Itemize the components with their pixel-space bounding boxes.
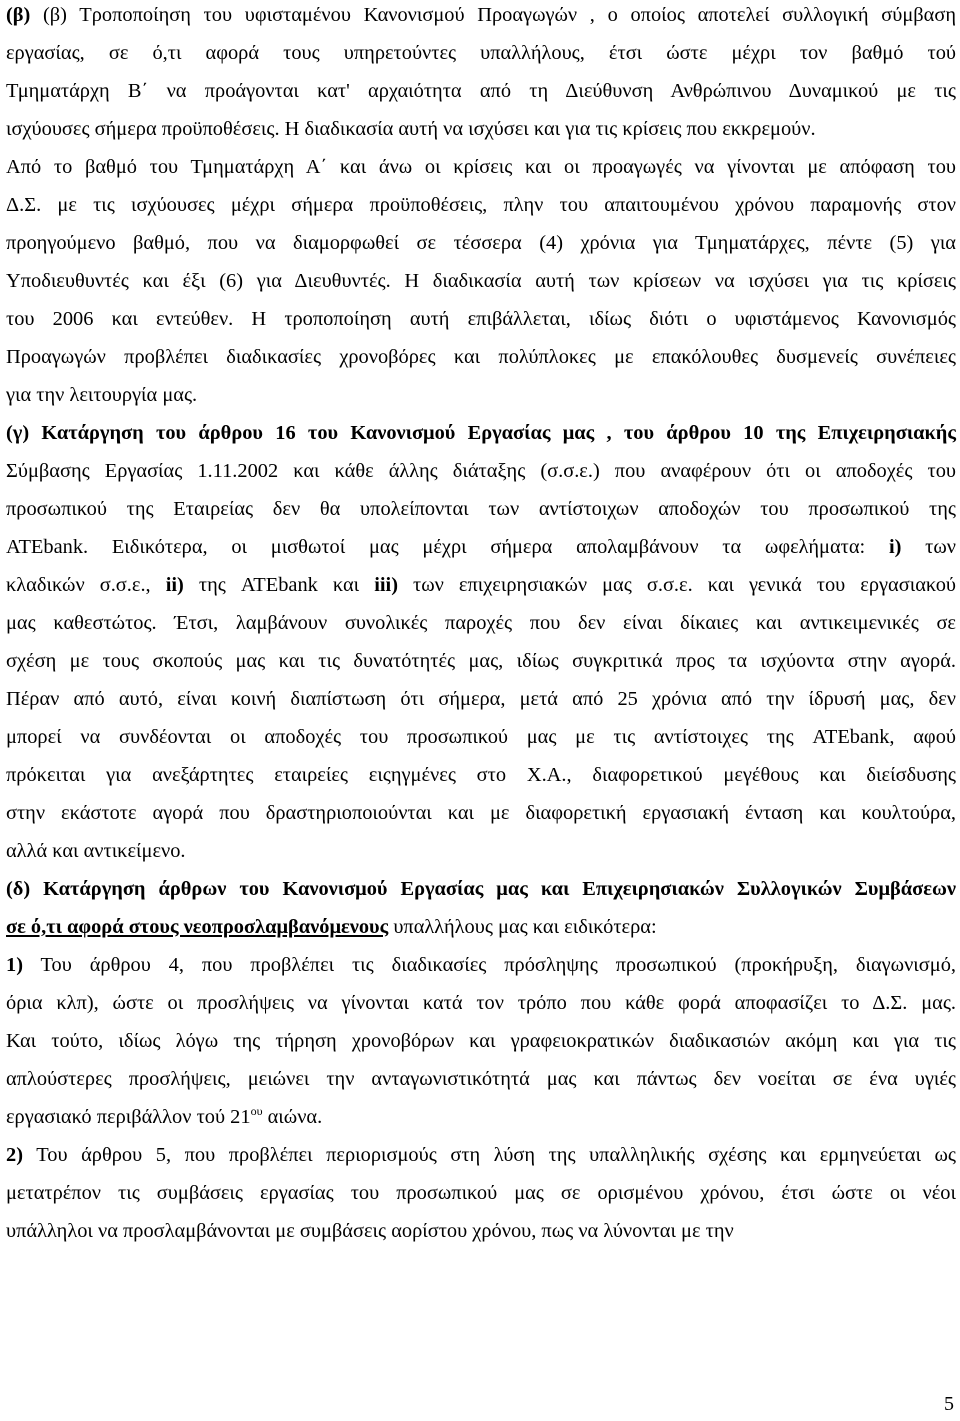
text-segment: αιώνα. [267, 1106, 323, 1128]
text-segment: της ATEbank και [198, 574, 360, 596]
text-line [6, 914, 956, 940]
text-line: Πέραν από αυτό, είναι κοινή διαπίστωση ότι σήμερα, μετά από 25 χρόνια από την ίδρυσή μας, δεν [6, 688, 956, 710]
text-line [6, 534, 956, 560]
text-line: Υποδιευθυντές και έξι (6) για Διευθυντές. Η διαδικασία αυτή των κρίσεων να ισχύσει για τις κρίσεις [6, 270, 956, 292]
text-line [6, 572, 956, 598]
paragraph-label-b: (β) [6, 4, 31, 26]
text-line: προηγούμενο βαθμό, που να διαμορφωθεί σε τέσσερα (4) χρόνια για Τμηματάρχες, πέντε (5) για [6, 232, 956, 254]
paragraph-heading-c: (γ) Κατάργηση του άρθρου 16 του Κανονισμού Εργασίας μας , του άρθρου 10 της Επιχειρησιακής [6, 422, 956, 444]
text-segment: των επιχειρησιακών μας σ.σ.ε. και γενικά του εργασιακού [413, 574, 956, 596]
text-line [6, 2, 956, 28]
text-line: μετατρέπον τις συμβάσεις εργασίας του προσωπικού μας σε ορισμένου χρόνου, έτσι ώστε οι νέοι [6, 1182, 956, 1204]
text-line: Από το βαθμό του Τμηματάρχη Α΄ και άνω οι κρίσεις και οι προαγωγές να γίνονται με απόφαση του [6, 156, 956, 178]
text-line: προσωπικού της Εταιρείας δεν θα υπολείπονται των αντίστοιχων αποδοχών του προσωπικού της [6, 498, 956, 520]
text-line: Τμηματάρχη Β΄ να προάγονται κατ' αρχαιότητα από τη Διεύθυνση Ανθρώπινου Δυναμικού με τις [6, 80, 956, 102]
heading-line-c [6, 420, 956, 446]
text-line: Σύμβασης Εργασίας 1.11.2002 και κάθε άλλης διάταξης (σ.σ.ε.) που αναφέρουν ότι οι αποδοχές του [6, 460, 956, 482]
text-segment: εργασιακό περιβάλλον τού 21 [6, 1106, 251, 1128]
text-line: Και τούτο, ιδίως λόγω της τήρηση χρονοβόρων και γραφειοκρατικών διαδικασιών ακόμη και για τις [6, 1030, 956, 1052]
superscript: ου [250, 1104, 263, 1118]
text-segment: των [925, 536, 956, 558]
text-line: μας καθεστώτος. Έτσι, λαμβάνουν συνολικές παροχές που δεν είναι δίκαιες και αντικειμενικές σε [6, 612, 956, 634]
text-segment: Του άρθρου 4, που προβλέπει τις διαδικασίες πρόσληψης προσωπικού (προκήρυξη, διαγωνισμό, [40, 954, 956, 976]
text-line: για την λειτουργία μας. [6, 384, 198, 406]
text-line: του 2006 και εντεύθεν. Η τροποποίηση αυτή επιβάλλεται, ιδίως διότι ο υφιστάμενος Κανονισμός [6, 308, 956, 330]
text-line: Δ.Σ. με τις ισχύουσες μέχρι σήμερα προϋποθέσεις, πλην του απαιτουμένου χρόνου παραμονής στον [6, 194, 956, 216]
text-segment: (β) Τροποποίηση του υφισταμένου Κανονισμού Προαγωγών , ο οποίος αποτελεί συλλογική σύμβαση [43, 4, 956, 26]
page-number: 5 [944, 1393, 954, 1415]
text-line: ισχύουσες σήμερα προϋποθέσεις. Η διαδικασία αυτή να ισχύσει και για τις κρίσεις που εκκρεμούν. [6, 118, 816, 140]
text-line: αλλά και αντικείμενο. [6, 840, 186, 862]
paragraph-heading-d: (δ) Κατάργηση άρθρων του Κανονισμού Εργασίας μας και Επιχειρησιακών Συλλογικών Συμβάσεων [6, 878, 956, 900]
text-line: υπάλληλοι να προσλαμβάνονται με συμβάσεις αορίστου χρόνου, πως να λύνονται με την [6, 1220, 734, 1242]
text-line: πρόκειται για ανεξάρτητες εταιρείες ειςηγμένες στο Χ.Α., διαφορετικού μεγέθους και διείσδυσης [6, 764, 956, 786]
text-line: απλούστερες προσλήψεις, μειώνει την ανταγωνιστικότητά μας και πάντως δεν νοείται σε ένα υγιές [6, 1068, 956, 1090]
item-number: 1) [6, 954, 23, 976]
text-line: εργασίας, σε ό,τι αφορά τους υπηρετούντες υπαλλήλους, έτσι ώστε μέχρι τον βαθμό τού [6, 42, 956, 64]
text-segment: κλαδικών σ.σ.ε., [6, 574, 151, 596]
enum-label: i) [888, 536, 902, 558]
enum-label: iii) [374, 574, 398, 596]
text-line [6, 1104, 956, 1130]
text-line: Προαγωγών προβλέπει διαδικασίες χρονοβόρες και πολύπλοκες με επακόλουθες δυσμενείς συνέπειες [6, 346, 956, 368]
underlined-text: σε ό,τι αφορά στους νεοπροσλαμβανόμενους [6, 916, 389, 938]
text-line: όρια κλπ), ώστε οι προσλήψεις να γίνονται κατά τον τρόπο που κάθε φορά αποφασίζει το Δ.Σ. μας. [6, 992, 956, 1014]
text-line [6, 1142, 956, 1168]
emphasis-underlined [6, 916, 388, 938]
text-segment: υπαλλήλους μας και ειδικότερα: [393, 916, 657, 938]
text-segment: Του άρθρου 5, που προβλέπει περιορισμούς στη λύση της υπαλληλικής σχέσης και ερμηνεύεται ως [36, 1144, 956, 1166]
enum-label: ii) [165, 574, 184, 596]
text-line: σχέση με τους σκοπούς μας και τις δυνατότητές μας, ιδίως συγκριτικά προς τα ισχύοντα στην αγορά. [6, 650, 956, 672]
text-line: μπορεί να συνδέονται οι αποδοχές του προσωπικού μας με τις αντίστοιχες της ATEbank, αφού [6, 726, 956, 748]
text-line [6, 952, 956, 978]
text-line: στην εκάστοτε αγορά που δραστηριοποιούνται και με διαφορετική εργασιακή ένταση και κουλτούρα, [6, 802, 956, 824]
heading-line-d [6, 876, 956, 902]
text-segment: ATEbank. Ειδικότερα, οι μισθωτοί μας μέχρι σήμερα απολαμβάνουν τα ωφελήματα: [6, 536, 866, 558]
item-number: 2) [6, 1144, 23, 1166]
